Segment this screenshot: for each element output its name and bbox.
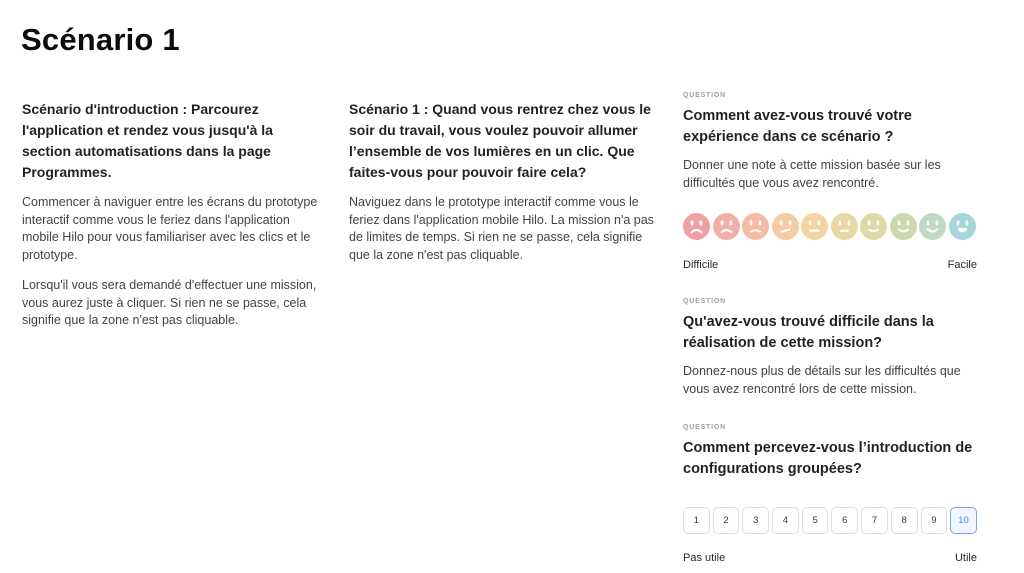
mood-face-mood-5-neutral-low[interactable] xyxy=(801,213,828,240)
question-3-title: Comment percevez-vous l’introduction de configurations groupées? xyxy=(683,440,973,477)
numeric-option-2[interactable]: 2 xyxy=(713,507,740,534)
numeric-option-10-selected[interactable]: 10 xyxy=(950,507,977,534)
intro-heading: Scénario d'introduction : Parcourez l'application et rendez vous jusqu'à la section automatisations dans la page Programmes. xyxy=(22,101,273,180)
numeric-option-7[interactable]: 7 xyxy=(861,507,888,534)
mood-face-mood-3-unhappy[interactable] xyxy=(742,213,769,240)
scenario-column xyxy=(349,99,655,277)
numeric-scale-right-label: Utile xyxy=(954,552,977,564)
mood-scale-left-label: Difficile xyxy=(683,259,719,271)
numeric-option-6[interactable]: 6 xyxy=(831,507,858,534)
mood-face-mood-10-delighted[interactable] xyxy=(949,213,976,240)
mood-face-mood-4-confused[interactable] xyxy=(772,213,799,240)
numeric-option-8[interactable]: 8 xyxy=(891,507,918,534)
question-3 xyxy=(683,424,977,564)
question-3-label: QUESTION xyxy=(683,424,726,431)
numeric-option-1[interactable]: 1 xyxy=(683,507,710,534)
question-1-label: QUESTION xyxy=(683,92,726,99)
scenario-paragraph-1: Naviguez dans le prototype interactif comme vous le feriez dans l'application mobile Hilo. La mission n'a pas de limites de temps. Si rien ne se passe, cela signifie que la zone n'est pas cliquable. xyxy=(349,195,654,262)
numeric-option-5[interactable]: 5 xyxy=(802,507,829,534)
question-1 xyxy=(683,92,977,271)
questions-panel xyxy=(683,92,977,564)
numeric-scale-left-label: Pas utile xyxy=(683,552,726,564)
intro-paragraph-1: Commencer à naviguer entre les écrans du prototype interactif comme vous le feriez dans l'application mobile Hilo pour vous familiariser avec les clics et le prototype. xyxy=(22,195,318,262)
intro-column xyxy=(22,99,320,343)
numeric-option-4[interactable]: 4 xyxy=(772,507,799,534)
mood-scale-labels xyxy=(683,259,977,271)
scenario-heading: Scénario 1 : Quand vous rentrez chez vous le soir du travail, vous voulez pouvoir allumer l’ensemble de vos lumières en un clic. Que faites-vous pour pouvoir faire cela? xyxy=(349,101,651,180)
question-1-description: Donner une note à cette mission basée sur les difficultés que vous avez rencontré. xyxy=(683,158,941,190)
intro-paragraph-2: Lorsqu'il vous sera demandé d'effectuer une mission, vous aurez juste à cliquer. Si rien ne se passe, cela signifie que la zone n'est pas cliquable. xyxy=(22,278,317,327)
question-2-label: QUESTION xyxy=(683,298,726,305)
question-2 xyxy=(683,298,977,398)
mood-face-mood-8-happy[interactable] xyxy=(890,213,917,240)
mood-scale xyxy=(683,213,977,240)
mood-face-mood-2-sad[interactable] xyxy=(713,213,740,240)
numeric-scale-labels xyxy=(683,552,977,564)
mood-face-mood-1-very-sad[interactable] xyxy=(683,213,710,240)
page-title: Scénario 1 xyxy=(21,22,180,57)
numeric-option-3[interactable]: 3 xyxy=(742,507,769,534)
mood-face-mood-7-ok[interactable] xyxy=(860,213,887,240)
question-1-title: Comment avez-vous trouvé votre expérience dans ce scénario ? xyxy=(683,108,912,145)
question-2-description: Donnez-nous plus de détails sur les difficultés que vous avez rencontré lors de cette mission. xyxy=(683,364,961,396)
mood-scale-right-label: Facile xyxy=(947,259,977,271)
mood-face-mood-6-neutral[interactable] xyxy=(831,213,858,240)
question-2-title: Qu'avez-vous trouvé difficile dans la réalisation de cette mission? xyxy=(683,314,934,351)
mood-face-mood-9-very-happy[interactable] xyxy=(919,213,946,240)
numeric-scale xyxy=(683,507,977,534)
numeric-option-9[interactable]: 9 xyxy=(921,507,948,534)
